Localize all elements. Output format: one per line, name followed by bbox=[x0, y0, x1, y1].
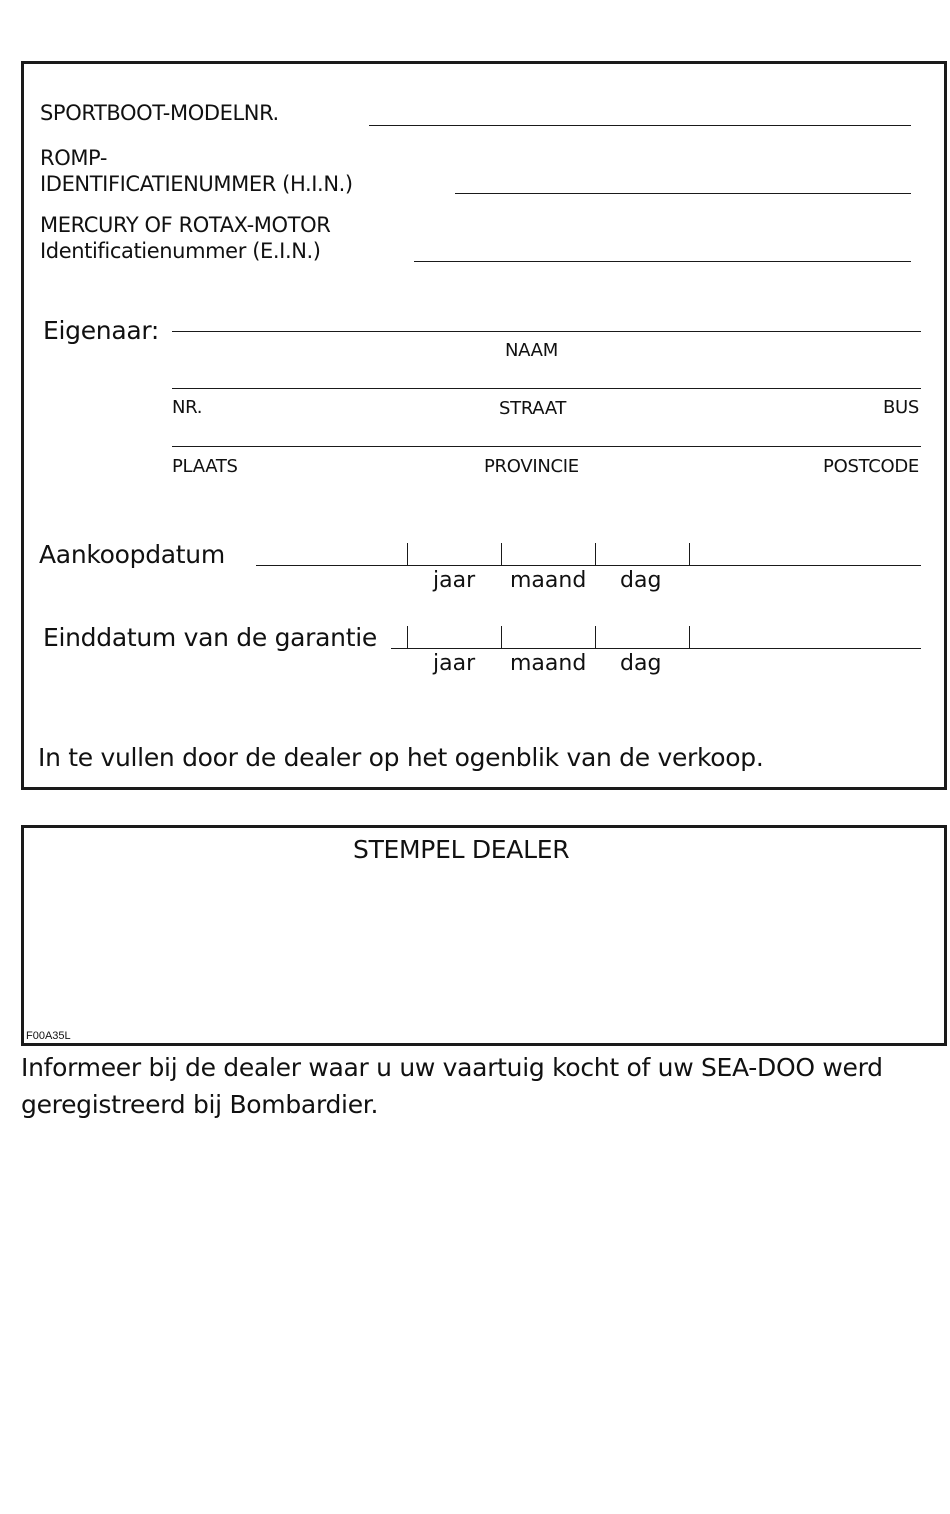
warranty-month-caption: maand bbox=[510, 651, 587, 676]
hin-field[interactable] bbox=[455, 193, 911, 194]
dealer-note: In te vullen door de dealer op het ogenblik van de verkoop. bbox=[38, 743, 764, 772]
ein-label-line1: MERCURY OF ROTAX-MOTOR bbox=[40, 213, 331, 237]
purchase-date-tick-2 bbox=[501, 543, 502, 565]
purchase-date-tick-1 bbox=[407, 543, 408, 565]
warranty-tick-4 bbox=[689, 626, 690, 648]
footer-line-1: Informeer bij de dealer waar u uw vaartuig kocht of uw SEA-DOO werd bbox=[21, 1053, 883, 1082]
warranty-year-caption: jaar bbox=[433, 651, 476, 676]
warranty-end-field[interactable] bbox=[391, 648, 921, 649]
hin-label-line2: IDENTIFICATIENUMMER (H.I.N.) bbox=[40, 172, 353, 196]
warranty-day-caption: dag bbox=[620, 651, 662, 676]
postcode-caption: POSTCODE bbox=[823, 456, 919, 477]
ein-field[interactable] bbox=[414, 261, 911, 262]
warranty-tick-2 bbox=[501, 626, 502, 648]
bus-caption: BUS bbox=[882, 397, 919, 418]
owner-name-field[interactable] bbox=[172, 331, 921, 332]
purchase-month-caption: maand bbox=[510, 568, 587, 593]
nr-caption: NR. bbox=[172, 397, 203, 418]
purchase-year-caption: jaar bbox=[433, 568, 476, 593]
owner-city-field[interactable] bbox=[172, 446, 921, 447]
warranty-tick-3 bbox=[595, 626, 596, 648]
model-number-field[interactable] bbox=[369, 125, 911, 126]
owner-street-field[interactable] bbox=[172, 388, 921, 389]
purchase-date-field[interactable] bbox=[256, 565, 921, 566]
model-number-label: SPORTBOOT-MODELNR. bbox=[40, 101, 279, 125]
dealer-stamp-title: STEMPEL DEALER bbox=[353, 835, 570, 864]
purchase-date-tick-3 bbox=[595, 543, 596, 565]
province-caption: PROVINCIE bbox=[484, 456, 579, 477]
name-caption: NAAM bbox=[505, 340, 558, 361]
footer-line-2: geregistreerd bij Bombardier. bbox=[21, 1090, 379, 1119]
owner-label: Eigenaar: bbox=[43, 316, 160, 345]
hin-label-line1: ROMP- bbox=[40, 146, 108, 170]
purchase-date-label: Aankoopdatum bbox=[39, 540, 225, 569]
street-caption: STRAAT bbox=[499, 398, 567, 419]
warranty-end-label: Einddatum van de garantie bbox=[43, 623, 377, 652]
purchase-day-caption: dag bbox=[620, 568, 662, 593]
purchase-date-tick-4 bbox=[689, 543, 690, 565]
registration-form bbox=[21, 61, 947, 790]
city-caption: PLAATS bbox=[172, 456, 238, 477]
ein-label-line2: Identificatienummer (E.I.N.) bbox=[40, 239, 321, 263]
figure-code: F00A35L bbox=[26, 1030, 71, 1042]
warranty-tick-1 bbox=[407, 626, 408, 648]
